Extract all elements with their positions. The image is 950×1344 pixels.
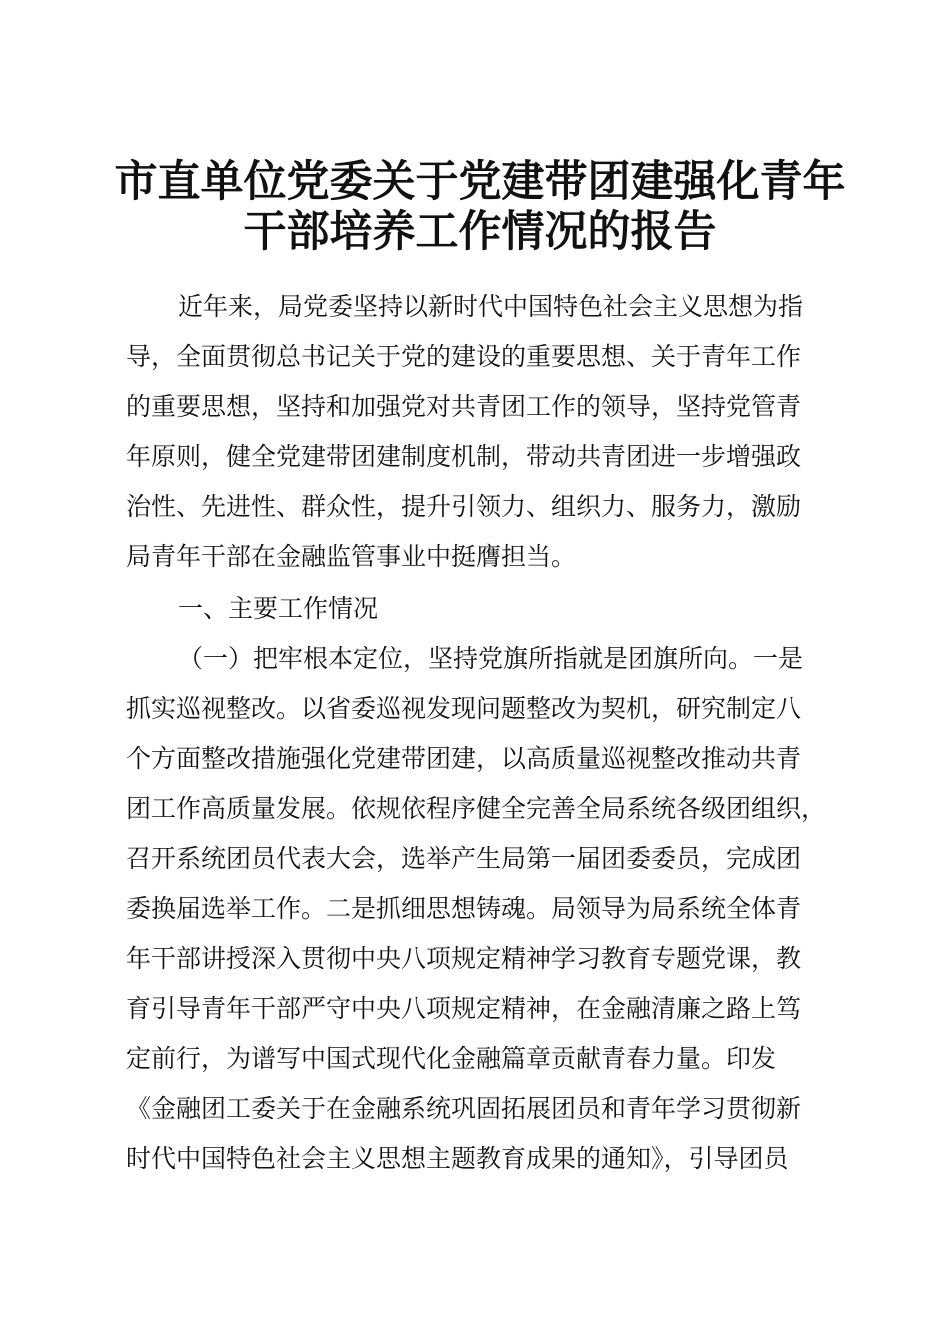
paragraph-line: 《金融团工委关于在金融系统巩固拓展团员和青年学习贯彻新 [126, 1094, 802, 1123]
paragraph-line: 导，全面贯彻总书记关于党的建设的重要思想、关于青年工作 [126, 342, 802, 371]
title-line: 市直单位党委关于党建带团建强化青年 [114, 157, 846, 207]
paragraph-line: 的重要思想，坚持和加强党对共青团工作的领导，坚持党管青 [126, 392, 802, 421]
paragraph-line: 时代中国特色社会主义思想主题教育成果的通知》，引导团员 [126, 1144, 789, 1173]
document-body [126, 282, 846, 1184]
paragraph-line: 抓实巡视整改。以省委巡视发现问题整改为契机，研究制定八 [126, 694, 802, 723]
title-line: 干部培养工作情况的报告 [243, 207, 717, 257]
paragraph-line: 个方面整改措施强化党建带团建，以高质量巡视整改推动共青 [126, 744, 802, 773]
paragraph-line: 年干部讲授深入贯彻中央八项规定精神学习教育专题党课，教 [126, 944, 802, 973]
section1-paragraph [126, 634, 846, 1184]
section-heading-text: 一、主要工作情况 [178, 594, 379, 623]
section-heading [126, 584, 846, 634]
document-title [100, 157, 860, 257]
paragraph-line: 定前行，为谱写中国式现代化金融篇章贡献青春力量。印发 [126, 1044, 777, 1073]
paragraph-line: 育引导青年干部严守中央八项规定精神，在金融清廉之路上笃 [126, 994, 802, 1023]
paragraph-line: 委换届选举工作。二是抓细思想铸魂。局领导为局系统全体青 [126, 894, 802, 923]
intro-paragraph [126, 282, 846, 582]
paragraph-line: 年原则，健全党建带团建制度机制，带动共青团进一步增强政 [126, 442, 802, 471]
paragraph-line: 局青年干部在金融监管事业中挺膺担当。 [126, 542, 577, 571]
paragraph-line: 近年来，局党委坚持以新时代中国特色社会主义思想为指 [178, 292, 804, 321]
paragraph-line: 团工作高质量发展。依规依程序健全完善全局系统各级团组织， [126, 794, 827, 823]
paragraph-line: （一）把牢根本定位，坚持党旗所指就是团旗所向。一是 [178, 644, 804, 673]
paragraph-line: 治性、先进性、群众性，提升引领力、组织力、服务力，激励 [126, 492, 802, 521]
paragraph-line: 召开系统团员代表大会，选举产生局第一届团委委员，完成团 [126, 844, 802, 873]
